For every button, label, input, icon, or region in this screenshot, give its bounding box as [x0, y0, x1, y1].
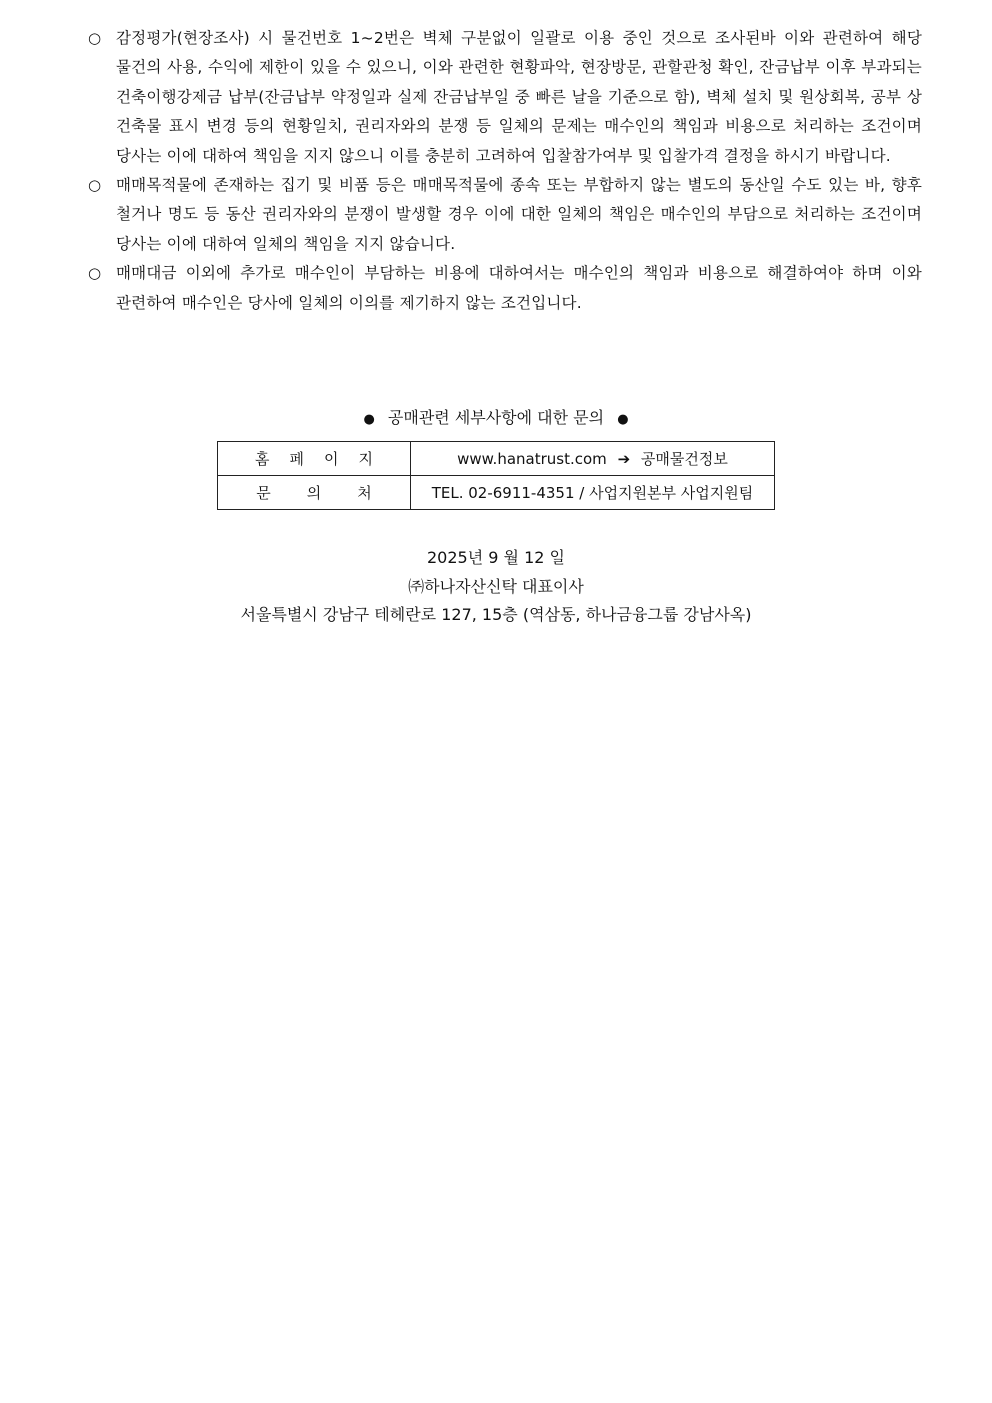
note-text: 매매목적물에 존재하는 집기 및 비품 등은 매매목적물에 종속 또는 부합하지 않는 별도의 동산일 수도 있는 바, 향후 철거나 명도 등 동산 권리자와의 분쟁이 발생할 경우 이에 대한 일체의 책임은 매수인의 부담으로 처리하는 조건이며 당사는 이에 대하여 일체의 책임을 지지 않습니다.	[116, 176, 922, 253]
inquiry-heading-text: 공매관련 세부사항에 대한 문의	[387, 408, 605, 427]
homepage-link[interactable]: www.hanatrust.com	[457, 450, 607, 468]
company-name: ㈜하나자산신탁 대표이사	[408, 576, 584, 596]
homepage-cell	[411, 442, 775, 476]
arrow-right-icon: ➔	[617, 450, 631, 468]
note-text: 매매대금 이외에 추가로 매수인이 부담하는 비용에 대하여서는 매수인의 책임과 비용으로 해결하여야 하며 이와 관련하여 매수인은 당사에 일체의 이의를 제기하지 않는 조건입니다.	[116, 264, 922, 312]
table-row	[218, 442, 775, 476]
homepage-label: 홈페이지	[218, 442, 411, 476]
homepage-section: 공매물건정보	[640, 450, 728, 468]
circle-bullet-icon: ○	[88, 29, 102, 47]
contact-label: 문의처	[218, 476, 411, 510]
inquiry-heading	[0, 405, 992, 433]
notes-list	[88, 24, 922, 318]
note-item	[88, 24, 922, 171]
note-item	[88, 259, 922, 318]
note-text: 감정평가(현장조사) 시 물건번호 1~2번은 벽체 구분없이 일괄로 이용 중인 것으로 조사된바 이와 관련하여 해당 물건의 사용, 수익에 제한이 있을 수 있으니, 이와 관련한 현황파악, 현장방문, 관할관청 확인, 잔금납부 이후 부과되는 건축이행강제금 납부(잔금납부 약정일과 실제 잔금납부일 중 빠른 날을 기준으로 함), 벽체 설치 및 원상회복, 공부 상 건축물 표시 변경 등의 현황일치, 권리자와의 분쟁 등 일체의 문제는 매수인의 책임과 비용으로 처리하는 조건이며 당사는 이에 대하여 책임을 지지 않으니 이를 충분히 고려하여 입찰참가여부 및 입찰가격 결정을 하시기 바랍니다.	[116, 29, 922, 165]
circle-bullet-icon: ○	[88, 264, 102, 283]
note-item	[88, 171, 922, 259]
footer	[0, 544, 992, 630]
contact-value: TEL. 02-6911-4351 / 사업지원본부 사업지원팀	[411, 476, 775, 510]
contact-table	[217, 441, 775, 510]
table-row	[218, 476, 775, 510]
bullet-dot-icon: ●	[363, 412, 375, 427]
circle-bullet-icon: ○	[88, 176, 102, 195]
company-address: 서울특별시 강남구 테헤란로 127, 15층 (역삼동, 하나금융그룹 강남사옥)	[240, 605, 752, 624]
bullet-dot-icon: ●	[617, 412, 629, 427]
issue-date: 2025년 9 월 12 일	[427, 548, 565, 567]
